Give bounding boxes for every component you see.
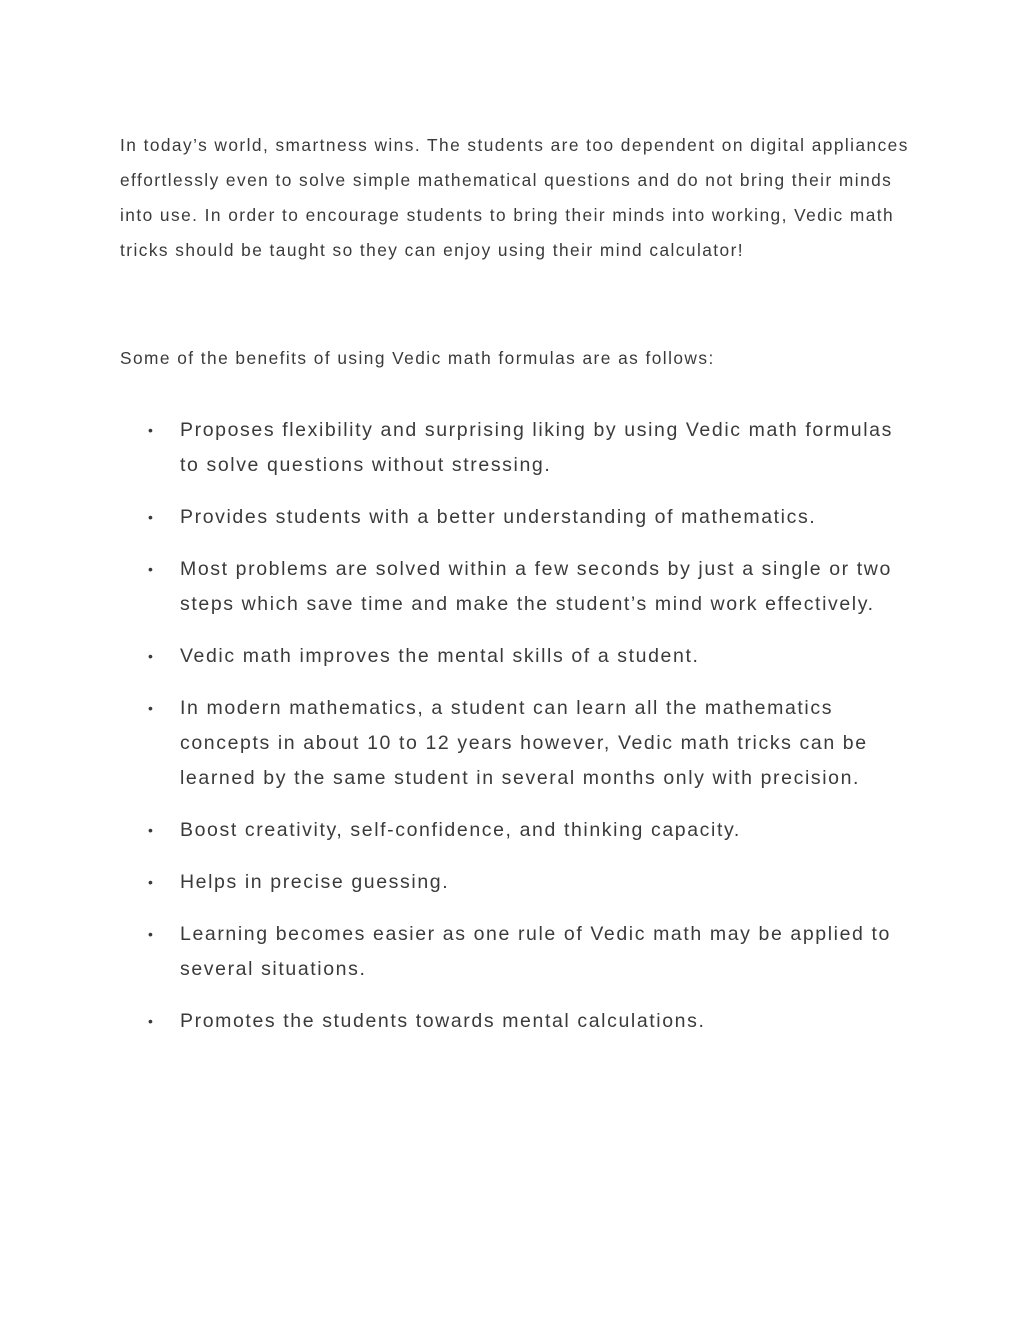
list-item-text: Proposes flexibility and surprising liking by using Vedic math formulas to solve questions without stressing. xyxy=(180,419,893,476)
bullet-icon: • xyxy=(148,422,153,438)
bullet-icon: • xyxy=(148,874,153,890)
list-item-text: Helps in precise guessing. xyxy=(180,871,450,893)
bullet-icon: • xyxy=(148,1013,153,1029)
benefits-list xyxy=(0,413,1024,1056)
benefits-lead-paragraph: Some of the benefits of using Vedic math formulas are as follows: xyxy=(120,348,715,368)
list-item-text: In modern mathematics, a student can learn all the mathematics concepts in about 10 to 12 years however, Vedic math tricks can be learned by the same student in several months only with precision. xyxy=(180,697,868,789)
bullet-icon: • xyxy=(148,648,153,664)
bullet-icon: • xyxy=(148,509,153,525)
list-item-text: Promotes the students towards mental calculations. xyxy=(180,1010,706,1032)
list-item xyxy=(0,1004,900,1039)
list-item xyxy=(0,500,900,535)
list-item xyxy=(0,691,900,796)
list-item xyxy=(0,813,900,848)
list-item-text: Learning becomes easier as one rule of Vedic math may be applied to several situations. xyxy=(180,923,891,980)
list-item-text: Vedic math improves the mental skills of a student. xyxy=(180,645,700,667)
bullet-icon: • xyxy=(148,561,153,577)
list-item-text: Provides students with a better understanding of mathematics. xyxy=(180,506,817,528)
bullet-icon: • xyxy=(148,822,153,838)
list-item xyxy=(0,917,900,987)
bullet-icon: • xyxy=(148,926,153,942)
list-item xyxy=(0,639,900,674)
list-item-text: Boost creativity, self-confidence, and thinking capacity. xyxy=(180,819,741,841)
list-item xyxy=(0,865,900,900)
bullet-icon: • xyxy=(148,700,153,716)
intro-paragraph: In today’s world, smartness wins. The students are too dependent on digital appliances effortlessly even to solve simple mathematical questions and do not bring their minds into use. In order to encourage students to bring their minds into working, Vedic math tricks should be taught so they can enjoy using their mind calculator! xyxy=(120,135,909,260)
list-item-text: Most problems are solved within a few seconds by just a single or two steps which save time and make the student’s mind work effectively. xyxy=(180,558,892,615)
list-item xyxy=(0,552,900,622)
list-item xyxy=(0,413,900,483)
